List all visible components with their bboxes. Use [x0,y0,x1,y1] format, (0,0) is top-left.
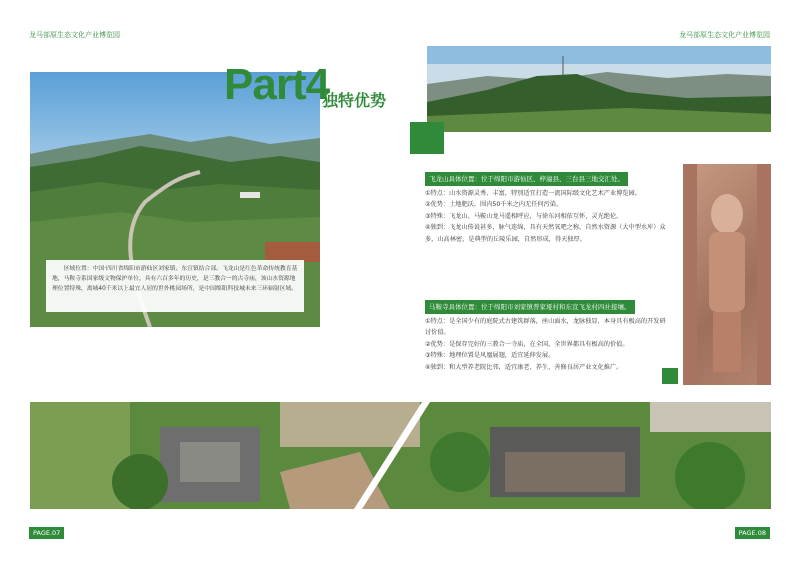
left-header-title: 龙马部原生态文化产业博览园 [29,31,120,39]
temple-aerial-photo [30,402,771,509]
maan-heading: 马鞍寺具体位置：位于绵阳市刘家镇普家垭村和东宣飞龙村四社接壤。 [425,300,635,314]
right-page-number: PAGE.08 [735,527,770,539]
carving-figure-illustration [683,164,771,385]
feilong-item: ④独到：飞龙山传说甚多，脉气连绵，具有天然氧吧之称，自然水资源（大中型水库）众多，山高林密，是典型的丘陵乐园，自然形成，得天独厚。 [425,224,666,243]
accent-square-small [662,368,678,384]
stone-carving-photo [683,164,771,385]
photo-divider-stripe [30,402,771,509]
part-label: Part4 [224,60,330,109]
valley-road-photo [30,72,320,327]
maan-item: ④独到：和大型养老院比邻，适宜康老、养生、善修良居产业文化推广。 [425,363,623,371]
feilong-item: ②优势：土地肥沃，围内50千米之内无任何污染。 [425,201,563,209]
region-caption-text: 区域位置：中国·四川省绵阳市游仙区刘家镇、东宣镇结合部。飞龙山是红色革命传统教育基地，马鞍寺系国家级文物保护单位，具有六百多年的历史，是三教合一的古寺庙，该山水资源地理位置特殊，离城40千米以上最宜人居的世外桃园场所，是中国绵阳科技城未来三环辐射区域。 [52,266,298,292]
mountain-panorama-illustration [427,46,771,132]
feilong-item: ①特点：山水资源灵秀、丰富，特别适宜打造一流国际级文化艺术产业博览园。 [425,190,641,197]
maan-item: ②优势：是保存完好的三教合一寺庙，在全国、全世界都具有极高的价值。 [425,340,629,348]
mountain-panorama-photo [427,46,771,132]
feilong-item: ③特殊：飞龙山、马鞍山龙马遥相呼应，与徐东河相依互怀，灵光绝伦。 [425,212,623,220]
left-page-number: PAGE.07 [29,527,64,539]
feilong-heading: 飞龙山具体位置：位于绵阳市游仙区、梓潼县、三台县三地交汇处。 [425,172,628,186]
maan-item: ③特殊：地理位置是风凰展翅，适宜延伸发展。 [425,352,555,360]
maan-section [425,294,670,373]
feilong-section [425,166,670,245]
right-header-title: 龙马部原生态文化产业博览园 [679,31,770,39]
region-caption-box [46,260,304,312]
accent-square-large [410,122,444,154]
section-title: 独特优势 [322,91,387,110]
maan-item: ①特点：是全国少有的庭院式古建筑群落，座山面水，龙脉独显，本身具有极高的开发研讨价值。 [425,318,666,337]
